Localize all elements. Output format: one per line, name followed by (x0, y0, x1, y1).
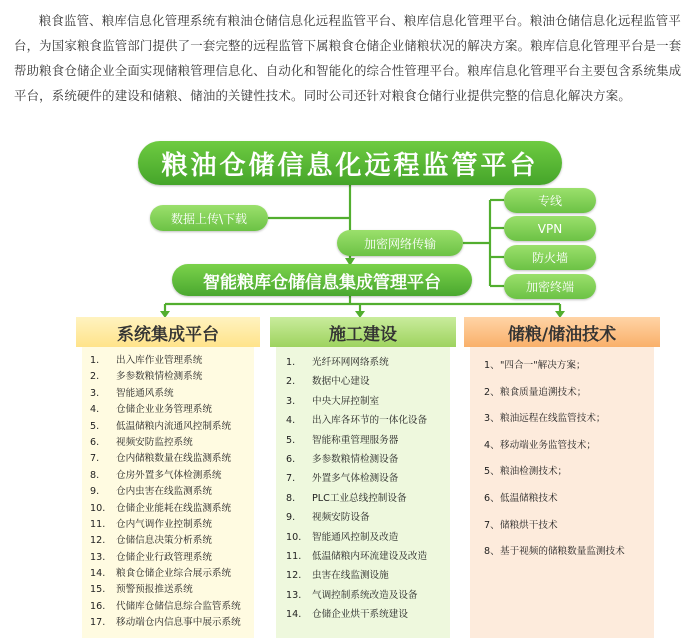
list-item-text: 仓储企业能耗在线监测系统 (116, 502, 232, 514)
list-item-number: 16. (90, 600, 106, 612)
list-item-number: 6、 (484, 492, 500, 504)
list-item-text: 外置多气体检测设备 (312, 473, 399, 485)
list-item (90, 566, 254, 582)
list-item-text: 智能通风系统 (116, 387, 174, 399)
list-item-text: 代储库仓储信息综合监管系统 (116, 600, 241, 612)
list-item (484, 406, 654, 433)
list-item-number: 4. (90, 404, 100, 416)
column-body (82, 347, 254, 638)
list-item-number: 5. (286, 434, 296, 446)
column-construction (270, 317, 456, 638)
list-item-number: 14. (90, 568, 106, 580)
list-item-number: 3. (286, 395, 296, 407)
list-item-number: 8. (286, 492, 296, 504)
list-item (90, 582, 254, 598)
column-heading: 储粮/储油技术 (464, 317, 660, 347)
list-item-number: 2. (90, 371, 100, 383)
list-item-number: 10. (90, 502, 106, 514)
channel-encrypted-terminal: 加密终端 (504, 274, 596, 299)
list-item (90, 533, 254, 549)
list-item (484, 513, 654, 540)
list-item-text: 粮油检测技术； (500, 466, 568, 478)
channel-vpn: VPN (504, 216, 596, 241)
list-item-number: 2. (286, 376, 296, 388)
list-item (484, 353, 654, 380)
list-item-text: 仓储信息决策分析系统 (116, 535, 212, 547)
list-item (286, 372, 450, 391)
list-item (90, 435, 254, 451)
list-item-text: 智能通风控制及改造 (312, 531, 399, 543)
list-item-number: 5、 (484, 466, 500, 478)
list-item-text: 基于视频的储粮数量监测技术 (500, 546, 625, 558)
list-item-number: 1、 (484, 360, 500, 371)
list-item-number: 10. (286, 531, 302, 543)
list-item (286, 450, 450, 469)
list-item-text: PLC工业总线控制设备 (312, 492, 407, 504)
list-item-text: 预警预报推送系统 (116, 584, 193, 596)
list-item-number: 8. (90, 469, 100, 481)
list-item-text: "四合一"解决方案； (500, 360, 586, 371)
list-item-number: 7、 (484, 519, 500, 531)
list-item (286, 353, 450, 372)
column-storage-technology (464, 317, 660, 638)
list-item (90, 451, 254, 467)
list-item-text: 仓内储粮数量在线监测系统 (116, 453, 232, 465)
list-item-number: 1. (286, 357, 296, 368)
list-item-text: 出入库各环节的一体化设备 (312, 415, 428, 427)
list-item-text: 仓内气调作业控制系统 (116, 518, 212, 530)
encrypted-transfer-label: 加密网络传输 (337, 230, 463, 256)
list-item-number: 1. (90, 355, 100, 366)
list-item-number: 7. (286, 473, 296, 485)
list-item-number: 11. (286, 550, 302, 562)
list-item (484, 380, 654, 407)
channel-firewall: 防火墙 (504, 245, 596, 270)
list-item (484, 539, 654, 566)
list-item-number: 4. (286, 415, 296, 427)
list-item (90, 369, 254, 385)
list-item-text: 仓储企业业务管理系统 (116, 404, 212, 416)
list-item (90, 501, 254, 517)
list-item-number: 13. (90, 551, 106, 563)
list-item (90, 517, 254, 533)
list-item-number: 3、 (484, 413, 500, 425)
platform-title: 粮油仓储信息化远程监管平台 (138, 141, 562, 185)
list-item (286, 431, 450, 450)
column-heading: 系统集成平台 (76, 317, 260, 347)
list-item (286, 489, 450, 508)
list-item-number: 9. (90, 486, 100, 498)
list-item-number: 8、 (484, 546, 500, 558)
list-item (286, 392, 450, 411)
list-item (90, 615, 254, 631)
column-body (276, 347, 450, 638)
list-item-text: 仓储企业行政管理系统 (116, 551, 212, 563)
list-item-text: 出入库作业管理系统 (116, 355, 203, 366)
list-item-number: 12. (286, 570, 302, 582)
list-item-text: 仓储企业烘干系统建设 (312, 609, 408, 621)
list-item-text: 视频安防监控系统 (116, 436, 193, 448)
list-item-number: 2、 (484, 386, 500, 398)
list-item-number: 9. (286, 512, 296, 524)
list-item-number: 17. (90, 617, 106, 629)
list-item (90, 402, 254, 418)
list-item (90, 353, 254, 369)
list-item-text: 虫害在线监测设施 (312, 570, 389, 582)
list-item-number: 14. (286, 609, 302, 621)
list-item-text: 储粮烘干技术 (500, 519, 558, 531)
list-item-text: 气调控制系统改造及设备 (312, 589, 418, 601)
list-item (90, 386, 254, 402)
list-item-number: 13. (286, 589, 302, 601)
list-item (286, 411, 450, 430)
list-item-text: 数据中心建设 (312, 376, 370, 388)
list-item-number: 3. (90, 387, 100, 399)
list-item (484, 433, 654, 460)
list-item (286, 508, 450, 527)
list-item-text: 光纤环网网络系统 (312, 357, 389, 368)
list-item-text: 粮油远程在线监管技术； (500, 413, 606, 425)
list-item-text: 粮食质量追溯技术； (500, 386, 587, 398)
list-item (286, 586, 450, 605)
list-item (90, 599, 254, 615)
list-item-number: 7. (90, 453, 100, 465)
list-item-number: 5. (90, 420, 100, 432)
list-item-text: 移动端仓内信息事中展示系统 (116, 617, 241, 629)
integration-platform-title: 智能粮库仓储信息集成管理平台 (172, 264, 472, 296)
upload-download-label: 数据上传\下载 (150, 205, 268, 231)
intro-paragraph: 粮食监管、粮库信息化管理系统有粮油仓储信息化远程监管平台、粮库信息化管理平台。粮油仓储信息化远程监管平台，为国家粮食监管部门提供了一套完整的远程监管下属粮食仓储企业储粮状况的解决方案。粮库信息化管理平台是一套帮助粮食仓储企业全面实现储粮管理信息化、自动化和智能化的综合性管理平台。粮库信息化管理平台主要包含系统集成平台，系统硬件的建设和储粮、储油的关键性技术。同时公司还针对粮食仓储行业提供完整的信息化解决方案。 (14, 13, 682, 103)
list-item-number: 6. (286, 453, 296, 465)
list-item-number: 6. (90, 436, 100, 448)
list-item (286, 605, 450, 624)
list-item-text: 视频安防设备 (312, 512, 370, 524)
list-item (286, 547, 450, 566)
list-item (90, 419, 254, 435)
column-system-integration (76, 317, 260, 638)
list-item-text: 低温储粮内流通风控制系统 (116, 420, 232, 432)
list-item (286, 469, 450, 488)
channel-dedicated-line: 专线 (504, 188, 596, 213)
list-item-text: 多参数粮情检测系统 (116, 371, 203, 383)
list-item (484, 486, 654, 513)
column-heading: 施工建设 (270, 317, 456, 347)
column-body (470, 347, 654, 638)
list-item-number: 15. (90, 584, 106, 596)
list-item-text: 仓房外置多气体检测系统 (116, 469, 222, 481)
list-item-number: 12. (90, 535, 106, 547)
list-item-text: 低温储粮技术 (500, 492, 558, 504)
list-item-number: 4、 (484, 439, 500, 451)
list-item-text: 低温储粮内环流建设及改造 (312, 550, 428, 562)
list-item (90, 468, 254, 484)
list-item (484, 459, 654, 486)
list-item (90, 484, 254, 500)
list-item-text: 中央大屏控制室 (312, 395, 380, 407)
list-item-text: 粮食仓储企业综合展示系统 (116, 568, 232, 580)
list-item-text: 智能称重管理服务器 (312, 434, 399, 446)
list-item (90, 550, 254, 566)
list-item-text: 仓内虫害在线监测系统 (116, 486, 212, 498)
list-item-text: 多参数粮情检测设备 (312, 453, 399, 465)
list-item (286, 528, 450, 547)
list-item (286, 566, 450, 585)
list-item-number: 11. (90, 518, 106, 530)
list-item-text: 移动端业务监管技术； (500, 439, 596, 451)
